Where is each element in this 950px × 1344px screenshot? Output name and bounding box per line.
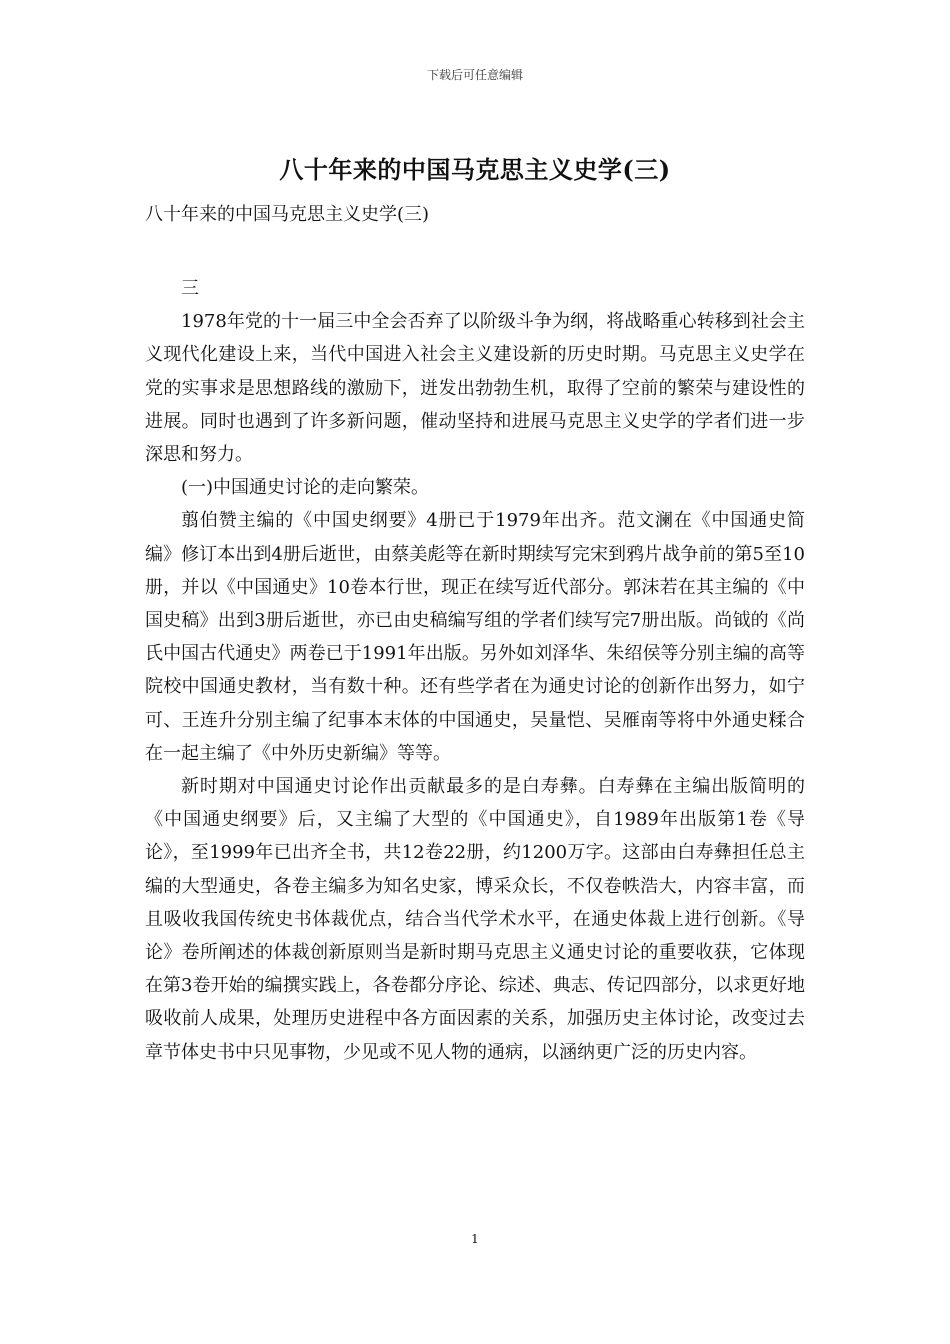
- paragraph: 1978年党的十一届三中全会否弃了以阶级斗争为纲，将战略重心转移到社会主义现代化建设上来，当代中国进入社会主义建设新的历史时期。马克思主义史学在党的实事求是思想路线的激励下，迸发出勃勃生机，取得了空前的繁荣与建设性的进展。同时也遇到了许多新问题，催动坚持和进展马克思主义史学的学者们进一步深思和努力。: [145, 311, 805, 466]
- paragraph: 翦伯赞主编的《中国史纲要》4册已于1979年出齐。范文澜在《中国通史简编》修订本出到4册后逝世，由蔡美彪等在新时期续写完宋到鸦片战争前的第5至10册，并以《中国通史》10卷本行世，现正在续写近代部分。郭沫若在其主编的《中国史稿》出到3册后逝世，亦已由史稿编写组的学者们续写完7册出版。尚钺的《尚氏中国古代通史》两卷已于1991年出版。另外如刘泽华、朱绍侯等分别主编的高等院校中国通史教材，当有数十种。还有些学者在为通史讨论的创新作出努力，如宁可、王连升分别主编了纪事本末体的中国通史，吴量恺、吴雁南等将中外通史糅合在一起主编了《中外历史新编》等等。: [145, 510, 805, 764]
- paragraph: 新时期对中国通史讨论作出贡献最多的是白寿彝。白寿彝在主编出版简明的《中国通史纲要》后，又主编了大型的《中国通史》，自1989年出版第1卷《导论》，至1999年已出齐全书，共12卷22册，约1200万字。这部由白寿彝担任总主编的大型通史，各卷主编多为知名史家，博采众长，不仅卷帙浩大，内容丰富，而且吸收我国传统史书体裁优点，结合当代学术水平，在通史体裁上进行创新。《导论》卷所阐述的体裁创新原则当是新时期马克思主义通史讨论的重要收获，它体现在第3卷开始的编撰实践上，各卷都分序论、综述、典志、传记四部分，以求更好地吸收前人成果，处理历史进程中各方面因素的关系，加强历史主体讨论，改变过去章节体史书中只见事物，少见或不见人物的通病，以涵纳更广泛的历史内容。: [145, 776, 805, 1063]
- section-heading: 三: [181, 278, 199, 299]
- document-body: [145, 272, 805, 1069]
- document-title: 八十年来的中国马克思主义史学(三): [279, 155, 671, 184]
- header-note: 下载后可任意编辑: [426, 68, 523, 82]
- subsection-heading: (一)中国通史讨论的走向繁荣。: [181, 477, 430, 499]
- document-subtitle: 八十年来的中国马克思主义史学(三): [145, 204, 430, 225]
- page-number: 1: [471, 1232, 479, 1246]
